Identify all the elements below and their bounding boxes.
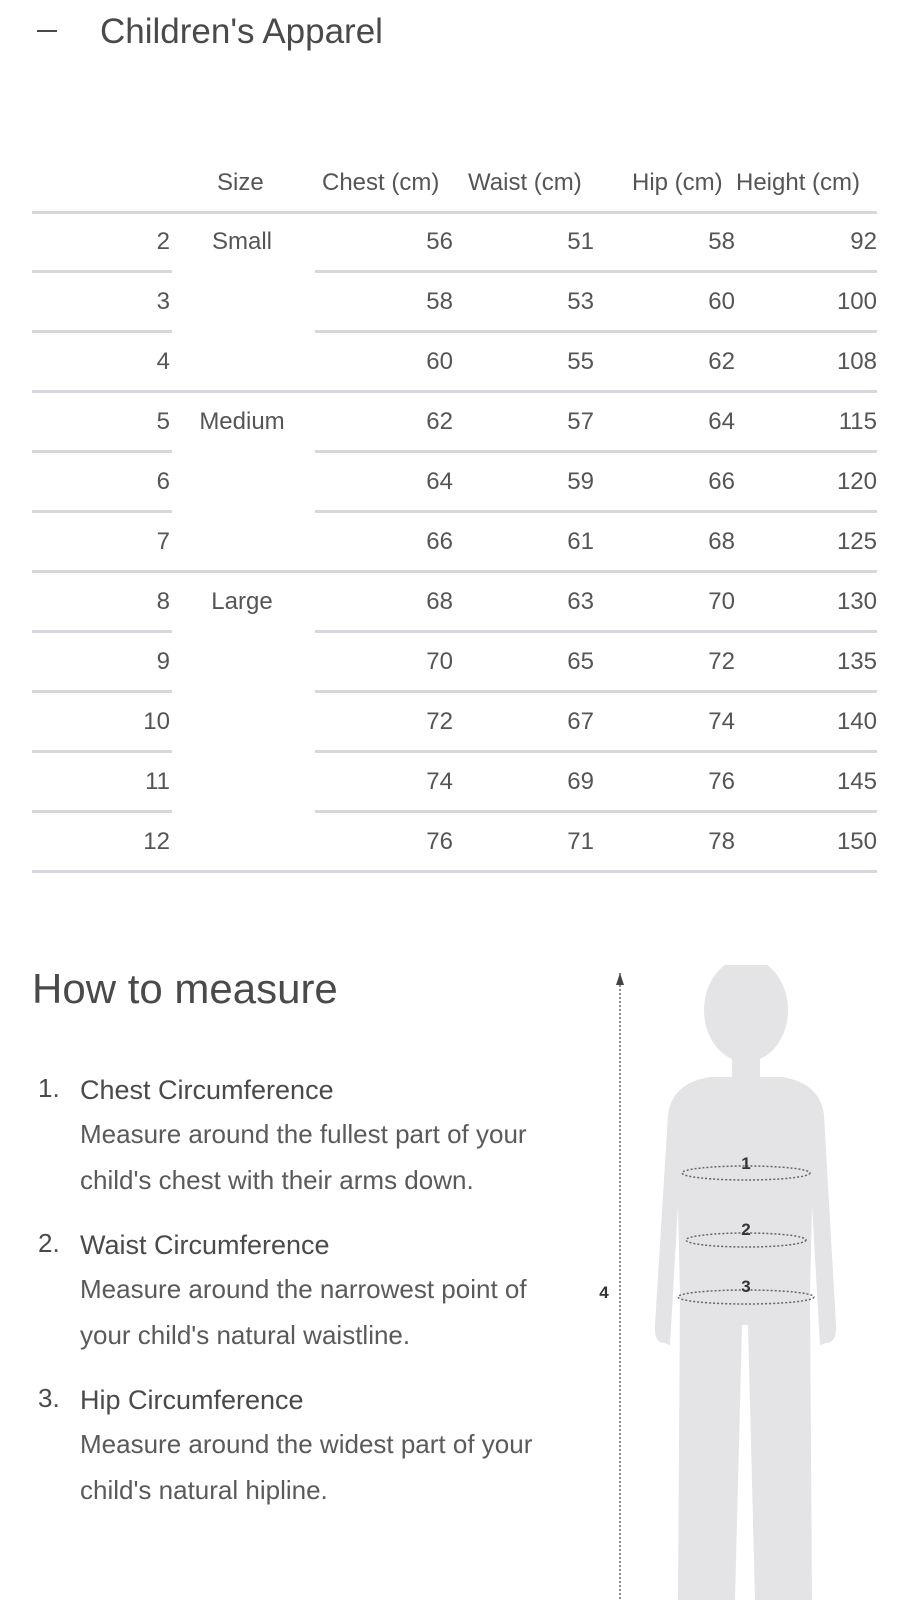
cell-waist: 67: [567, 708, 594, 735]
cell-height: 108: [836, 348, 877, 375]
step-description: Measure around the fullest part of your child's chest with their arms down.: [80, 1119, 527, 1195]
step-title: Hip Circumference: [80, 1385, 304, 1415]
cell-waist: 55: [567, 348, 594, 375]
cell-waist: 53: [567, 288, 594, 315]
cell-age: 8: [156, 588, 170, 615]
child-silhouette-icon: [580, 965, 880, 1600]
cell-chest: 60: [426, 348, 453, 375]
measure-steps-list: [36, 1073, 556, 1538]
column-header-size: Size: [217, 169, 264, 196]
cell-hip: 76: [708, 768, 735, 795]
cell-hip: 74: [708, 708, 735, 735]
cell-waist: 61: [567, 528, 594, 555]
step-number: 3.: [38, 1383, 60, 1413]
cell-age: 5: [156, 408, 170, 435]
table-row: [0, 213, 908, 273]
marker-waist-label: 2: [741, 1220, 751, 1239]
step-number: 2.: [38, 1228, 60, 1258]
table-row: [0, 813, 908, 873]
cell-height: 150: [836, 828, 877, 855]
cell-hip: 58: [708, 228, 735, 255]
cell-hip: 62: [708, 348, 735, 375]
measure-step-waist: [36, 1228, 556, 1358]
cell-chest: 58: [426, 288, 453, 315]
cell-chest: 74: [426, 768, 453, 795]
cell-chest: 56: [426, 228, 453, 255]
table-row: [0, 393, 908, 453]
table-row: [0, 333, 908, 393]
cell-height: 115: [838, 408, 877, 435]
column-header-waist: Waist (cm): [468, 169, 582, 196]
cell-age: 9: [156, 648, 170, 675]
cell-age: 7: [156, 528, 170, 555]
cell-hip: 66: [708, 468, 735, 495]
cell-height: 135: [836, 648, 877, 675]
cell-hip: 68: [708, 528, 735, 555]
measure-step-chest: [36, 1073, 556, 1203]
cell-height: 145: [836, 768, 877, 795]
how-to-measure-heading: How to measure: [32, 965, 338, 1012]
marker-chest-label: 1: [741, 1154, 751, 1173]
cell-age: 12: [143, 828, 170, 855]
column-header-hip: Hip (cm): [632, 169, 723, 196]
cell-age: 4: [156, 348, 170, 375]
cell-size: Medium: [199, 408, 285, 435]
cell-height: 140: [836, 708, 877, 735]
cell-chest: 70: [426, 648, 453, 675]
cell-age: 11: [145, 768, 170, 795]
cell-chest: 72: [426, 708, 453, 735]
cell-waist: 65: [567, 648, 594, 675]
cell-height: 125: [836, 528, 877, 555]
cell-chest: 76: [426, 828, 453, 855]
cell-waist: 71: [567, 828, 594, 855]
cell-waist: 69: [567, 768, 594, 795]
table-row: [0, 633, 908, 693]
cell-height: 92: [850, 228, 877, 255]
cell-hip: 78: [708, 828, 735, 855]
cell-chest: 66: [426, 528, 453, 555]
cell-chest: 68: [426, 588, 453, 615]
marker-height-label: 4: [599, 1283, 609, 1302]
cell-age: 2: [156, 228, 170, 255]
marker-hip-label: 3: [741, 1277, 751, 1296]
cell-size: Small: [211, 228, 272, 255]
cell-age: 3: [156, 288, 170, 315]
table-row: [0, 453, 908, 513]
cell-chest: 62: [426, 408, 453, 435]
step-number: 1.: [38, 1073, 60, 1103]
measurement-figure: [580, 965, 880, 1600]
cell-height: 100: [836, 288, 877, 315]
row-divider: [32, 870, 877, 873]
accordion-header: [0, 0, 908, 70]
cell-age: 10: [143, 708, 170, 735]
cell-height: 120: [836, 468, 877, 495]
arrow-up-icon: [616, 973, 624, 985]
cell-waist: 51: [567, 228, 594, 255]
column-header-height: Height (cm): [736, 169, 861, 196]
step-description: Measure around the narrowest point of your child's natural waistline.: [80, 1274, 527, 1350]
cell-waist: 59: [567, 468, 594, 495]
cell-hip: 64: [708, 408, 735, 435]
cell-waist: 57: [567, 408, 594, 435]
measure-step-hip: [36, 1383, 556, 1513]
minus-icon: [37, 30, 57, 32]
cell-height: 130: [836, 588, 877, 615]
cell-hip: 60: [708, 288, 735, 315]
cell-size: Large: [211, 588, 273, 615]
page-title: Children's Apparel: [100, 12, 383, 51]
step-description: Measure around the widest part of your child's natural hipline.: [80, 1429, 533, 1505]
cell-age: 6: [156, 468, 170, 495]
column-header-chest: Chest (cm): [322, 169, 440, 196]
cell-hip: 70: [708, 588, 735, 615]
cell-hip: 72: [708, 648, 735, 675]
table-row: [0, 513, 908, 573]
cell-chest: 64: [426, 468, 453, 495]
table-row: [0, 573, 908, 633]
table-row: [0, 753, 908, 813]
step-title: Chest Circumference: [80, 1075, 334, 1105]
collapse-button[interactable]: [30, 10, 64, 50]
step-title: Waist Circumference: [80, 1230, 330, 1260]
cell-waist: 63: [567, 588, 594, 615]
table-row: [0, 273, 908, 333]
table-row: [0, 693, 908, 753]
